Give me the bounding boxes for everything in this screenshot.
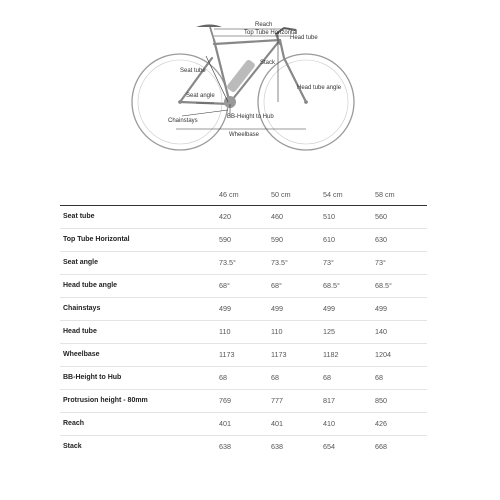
row-value: 654 bbox=[323, 442, 335, 452]
label-head-tube-angle: Head tube angle bbox=[297, 85, 342, 91]
row-value: 777 bbox=[271, 396, 283, 405]
row-value: 68.5° bbox=[375, 281, 392, 290]
row-label: Chainstays bbox=[63, 305, 101, 312]
row-value: 73.5° bbox=[219, 258, 236, 267]
label-seat-tube: Seat tube bbox=[180, 68, 206, 74]
row-value: 850 bbox=[375, 396, 387, 405]
row-value: 110 bbox=[271, 327, 283, 336]
label-reach: Reach bbox=[255, 22, 273, 28]
row-value: 610 bbox=[323, 235, 335, 244]
table-row bbox=[60, 412, 427, 435]
table-row bbox=[60, 343, 427, 366]
row-value: 420 bbox=[219, 212, 231, 221]
geometry-table bbox=[60, 185, 427, 458]
row-label: Wheelbase bbox=[63, 351, 100, 358]
table-row bbox=[60, 274, 427, 297]
row-value: 590 bbox=[271, 235, 283, 244]
row-value: 499 bbox=[219, 304, 231, 313]
row-value: 73.5° bbox=[271, 258, 288, 267]
row-value: 125 bbox=[323, 327, 335, 336]
row-value: 140 bbox=[375, 327, 387, 336]
row-label: Seat angle bbox=[63, 259, 99, 266]
row-value: 499 bbox=[375, 304, 387, 313]
row-value: 1173 bbox=[271, 350, 287, 359]
table-header-row bbox=[60, 185, 427, 205]
label-stack: Stack bbox=[260, 60, 276, 66]
row-value: 638 bbox=[271, 442, 283, 452]
seatpost bbox=[210, 27, 214, 40]
table-row bbox=[60, 228, 427, 251]
row-value: 68 bbox=[219, 373, 227, 382]
row-label: Top Tube Horizontal bbox=[63, 236, 130, 243]
row-value: 426 bbox=[375, 419, 387, 428]
label-wheelbase: Wheelbase bbox=[229, 132, 260, 138]
row-value: 1173 bbox=[219, 350, 235, 359]
row-value: 68 bbox=[323, 373, 331, 382]
table-row bbox=[60, 435, 427, 458]
table-row bbox=[60, 389, 427, 412]
label-head-tube: Head tube bbox=[290, 35, 318, 41]
row-value: 668 bbox=[375, 442, 387, 452]
row-value: 460 bbox=[271, 212, 283, 221]
row-label: Head tube bbox=[63, 328, 97, 335]
table-row bbox=[60, 205, 427, 228]
row-value: 410 bbox=[323, 419, 335, 428]
row-value: 499 bbox=[323, 304, 335, 313]
row-value: 510 bbox=[323, 212, 335, 221]
row-label: Protrusion height - 80mm bbox=[63, 397, 148, 404]
row-value: 73° bbox=[323, 258, 334, 267]
label-chainstays: Chainstays bbox=[168, 118, 198, 124]
size-header: 54 cm bbox=[323, 190, 343, 200]
row-value: 401 bbox=[219, 419, 231, 428]
row-value: 817 bbox=[323, 396, 335, 405]
saddle bbox=[196, 25, 222, 28]
table-header-corner bbox=[60, 185, 216, 205]
row-label: Seat tube bbox=[63, 213, 95, 220]
bike-geometry-diagram bbox=[0, 0, 500, 180]
row-value: 68.5° bbox=[323, 281, 340, 290]
row-value: 590 bbox=[219, 235, 231, 244]
row-value: 560 bbox=[375, 212, 387, 221]
row-value: 1204 bbox=[375, 350, 391, 359]
size-header: 50 cm bbox=[271, 190, 291, 200]
label-bb-height-to-hub: BB-Height to Hub bbox=[227, 114, 274, 120]
row-value: 68 bbox=[375, 373, 383, 382]
row-value: 769 bbox=[219, 396, 231, 405]
row-value: 68 bbox=[271, 373, 279, 382]
row-value: 110 bbox=[219, 327, 231, 336]
size-header: 46 cm bbox=[219, 190, 239, 200]
row-value: 73° bbox=[375, 258, 386, 267]
row-value: 630 bbox=[375, 235, 387, 244]
row-value: 68° bbox=[271, 281, 282, 290]
table-row bbox=[60, 297, 427, 320]
size-header: 58 cm bbox=[375, 190, 395, 200]
row-label: Head tube angle bbox=[63, 282, 118, 289]
table-row bbox=[60, 251, 427, 274]
row-value: 638 bbox=[219, 442, 231, 452]
row-value: 401 bbox=[271, 419, 283, 428]
label-seat-angle: Seat angle bbox=[186, 93, 215, 99]
table-row bbox=[60, 366, 427, 389]
row-value: 68° bbox=[219, 281, 230, 290]
row-value: 499 bbox=[271, 304, 283, 313]
table-row bbox=[60, 320, 427, 343]
row-value: 1182 bbox=[323, 350, 339, 359]
row-label: BB-Height to Hub bbox=[63, 374, 122, 381]
row-label: Reach bbox=[63, 420, 85, 427]
row-label: Stack bbox=[63, 443, 82, 451]
label-top-tube-horizontal: Top Tube Horizontal bbox=[244, 30, 298, 36]
